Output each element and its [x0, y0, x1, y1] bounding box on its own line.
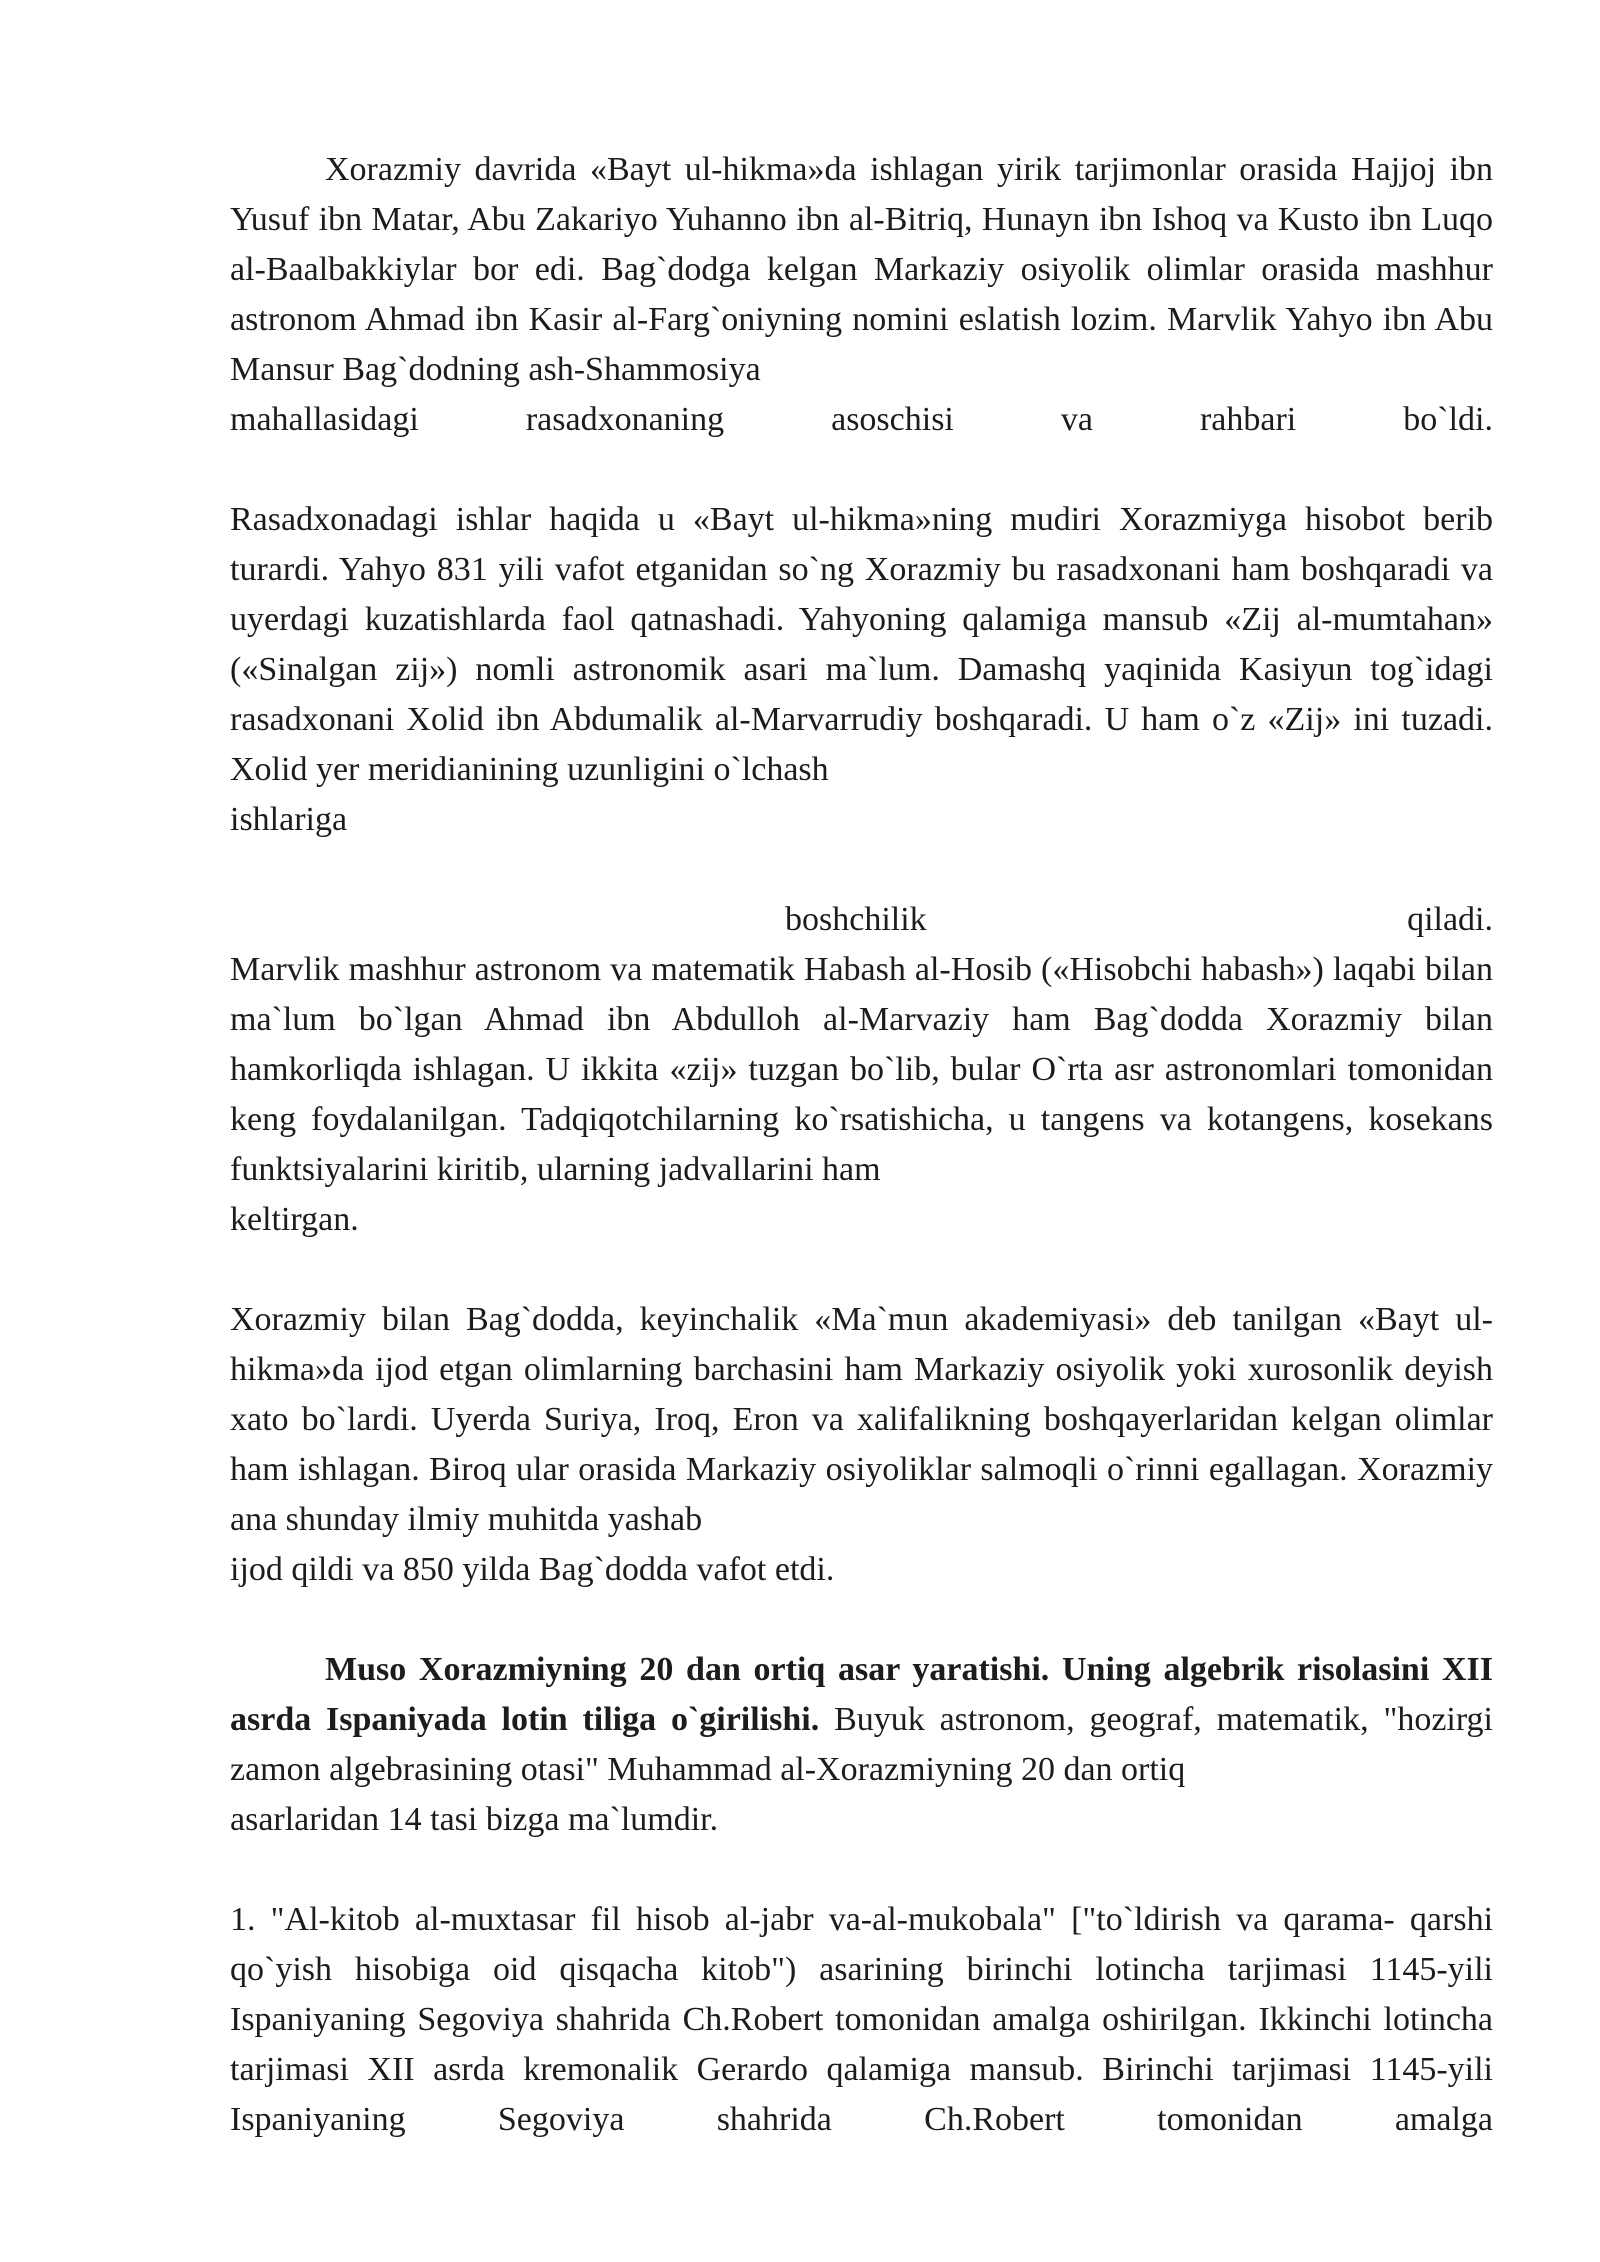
section-heading-line-2: XII asrda Ispaniyada lotin tiliga o`girilishi. — [230, 1651, 1494, 1738]
blank-line — [230, 1245, 1493, 1295]
p5-text: "hozirgi zamon algebrasining otasi" Muhammad al-Xorazmiyning 20 dan ortiq — [230, 1701, 1494, 1788]
p2-line: «Zij al-mumtahan» («Sinalgan zij») nomli astronomik asari ma`lum. Damashq — [230, 601, 1493, 688]
p1-line: Xorazmiy davrida «Bayt ul-hikma»da ishlagan yirik tarjimonlar orasida — [325, 151, 1338, 188]
blank-line — [230, 845, 1493, 895]
section-heading-line-1: Muso Xorazmiyning 20 dan ortiq asar yaratishi. Uning algebrik risolasini — [325, 1651, 1430, 1688]
p1-word: asoschisi — [831, 401, 954, 438]
paragraph-4 — [230, 1295, 1493, 1545]
p1-line: Hajjoj ibn Yusuf ibn Matar, Abu Zakariyo Yuhanno ibn al-Bitriq, Hunayn ibn Ishoq — [230, 151, 1494, 238]
p5-text: Buyuk astronom, geograf, matematik, — [834, 1701, 1369, 1738]
paragraph-4-last-line: ijod qildi va 850 yilda Bag`dodda vafot etdi. — [230, 1551, 835, 1588]
p3-line: astronomlari tomonidan keng foydalanilgan. Tadqiqotchilarning ko`rsatishicha, u — [230, 1051, 1494, 1138]
blank-line — [230, 445, 1493, 495]
p1-word: mahallasidagi — [230, 401, 419, 438]
split-word: boshchilik — [785, 901, 927, 938]
paragraph-5-last-line: asarlaridan 14 tasi bizga ma`lumdir. — [230, 1801, 719, 1838]
p3-line: Xorazmiy bilan hamkorliqda ishlagan. U ikkita «zij» tuzgan bo`lib, bular O`rta asr — [230, 1001, 1494, 1088]
split-word: qiladi. — [1407, 901, 1493, 938]
p1-word: bo`ldi. — [1403, 401, 1493, 438]
p6-line: tarjimasi 1145-yili Ispaniyaning Segoviya shahrida Ch.Robert tomonidan amalga — [230, 2051, 1494, 2138]
p3-line: tangens va kotangens, kosekans funktsiyalarini kiritib, ularning jadvallarini ham — [230, 1101, 1493, 1188]
p4-line: boshqayerlaridan kelgan olimlar ham ishlagan. Biroq ular orasida Markaziy — [230, 1401, 1493, 1488]
p6-line: 1145-yili Ispaniyaning Segoviya shahrida Ch.Robert tomonidan amalga oshirilgan. — [230, 1951, 1493, 2038]
p4-line: Xorazmiy bilan Bag`dodda, keyinchalik «Ma`mun akademiyasi» deb tanilgan «Bayt — [230, 1301, 1440, 1338]
paragraph-1 — [230, 145, 1493, 395]
p4-line: ul-hikma»da ijod etgan olimlarning barchasini ham Markaziy osiyolik yoki — [230, 1301, 1493, 1388]
p4-line: osiyoliklar salmoqli o`rinni egallagan. Xorazmiy ana shunday ilmiy muhitda yashab — [230, 1451, 1494, 1538]
p6-line: 1. "Al-kitob al-muxtasar fil hisob al-jabr va-al-mukobala" ["to`ldirish va qarama- — [230, 1901, 1395, 1938]
p1-line: eslatish lozim. Marvlik Yahyo ibn Abu Mansur Bag`dodning ash-Shammosiya — [230, 301, 1494, 388]
paragraph-1-last-line — [230, 395, 1493, 445]
blank-line — [230, 1845, 1493, 1895]
p4-line: xurosonlik deyish xato bo`lardi. Uyerda Suriya, Iroq, Eron va xalifalikning — [230, 1351, 1494, 1438]
p2-line: boshqaradi va uyerdagi kuzatishlarda faol qatnashadi. Yahyoning qalamiga mansub — [230, 551, 1493, 638]
blank-line — [230, 1595, 1493, 1645]
p3-line: laqabi bilan ma`lum bo`lgan Ahmad ibn Abdulloh al-Marvaziy ham Bag`dodda — [230, 951, 1493, 1038]
p3-line: Marvlik mashhur astronom va matematik Habash al-Hosib («Hisobchi habash») — [230, 951, 1324, 988]
split-line — [230, 895, 1493, 945]
p6-line: qarshi qo`yish hisobiga oid qisqacha kitob") asarining birinchi lotincha tarjimasi — [230, 1901, 1494, 1988]
p2-line: boshqaradi. U ham o`z «Zij» ini tuzadi. Xolid yer meridianining uzunligini o`lchash — [230, 701, 1493, 788]
paragraph-3 — [230, 945, 1493, 1195]
paragraph-6 — [230, 1895, 1493, 2145]
paragraph-3-last-line: keltirgan. — [230, 1201, 359, 1238]
p2-line: yaqinida Kasiyun tog`idagi rasadxonani Xolid ibn Abdumalik al-Marvarrudiy — [230, 651, 1494, 738]
p1-line: olimlar orasida mashhur astronom Ahmad ibn Kasir al-Farg`oniyning nomini — [230, 251, 1493, 338]
p1-word: va — [1060, 401, 1093, 438]
p1-word: rasadxonaning — [525, 401, 725, 438]
p2-line: berib turardi. Yahyo 831 yili vafot etganidan so`ng Xorazmiy bu rasadxonani ham — [230, 501, 1494, 588]
paragraph-2-last-line: ishlariga — [230, 801, 348, 838]
p1-line: va Kusto ibn Luqo al-Baalbakkiylar bor edi. Bag`dodga kelgan Markaziy osiyolik — [230, 201, 1493, 288]
document-page — [230, 145, 1493, 2145]
paragraph-2 — [230, 495, 1493, 795]
p2-line: Rasadxonadagi ishlar haqida u «Bayt ul-hikma»ning mudiri Xorazmiyga hisobot — [230, 501, 1406, 538]
paragraph-5 — [230, 1645, 1493, 1795]
p6-line: Ikkinchi lotincha tarjimasi XII asrda kremonalik Gerardo qalamiga mansub. Birinchi — [230, 2001, 1494, 2088]
p1-word: rahbari — [1199, 401, 1297, 438]
